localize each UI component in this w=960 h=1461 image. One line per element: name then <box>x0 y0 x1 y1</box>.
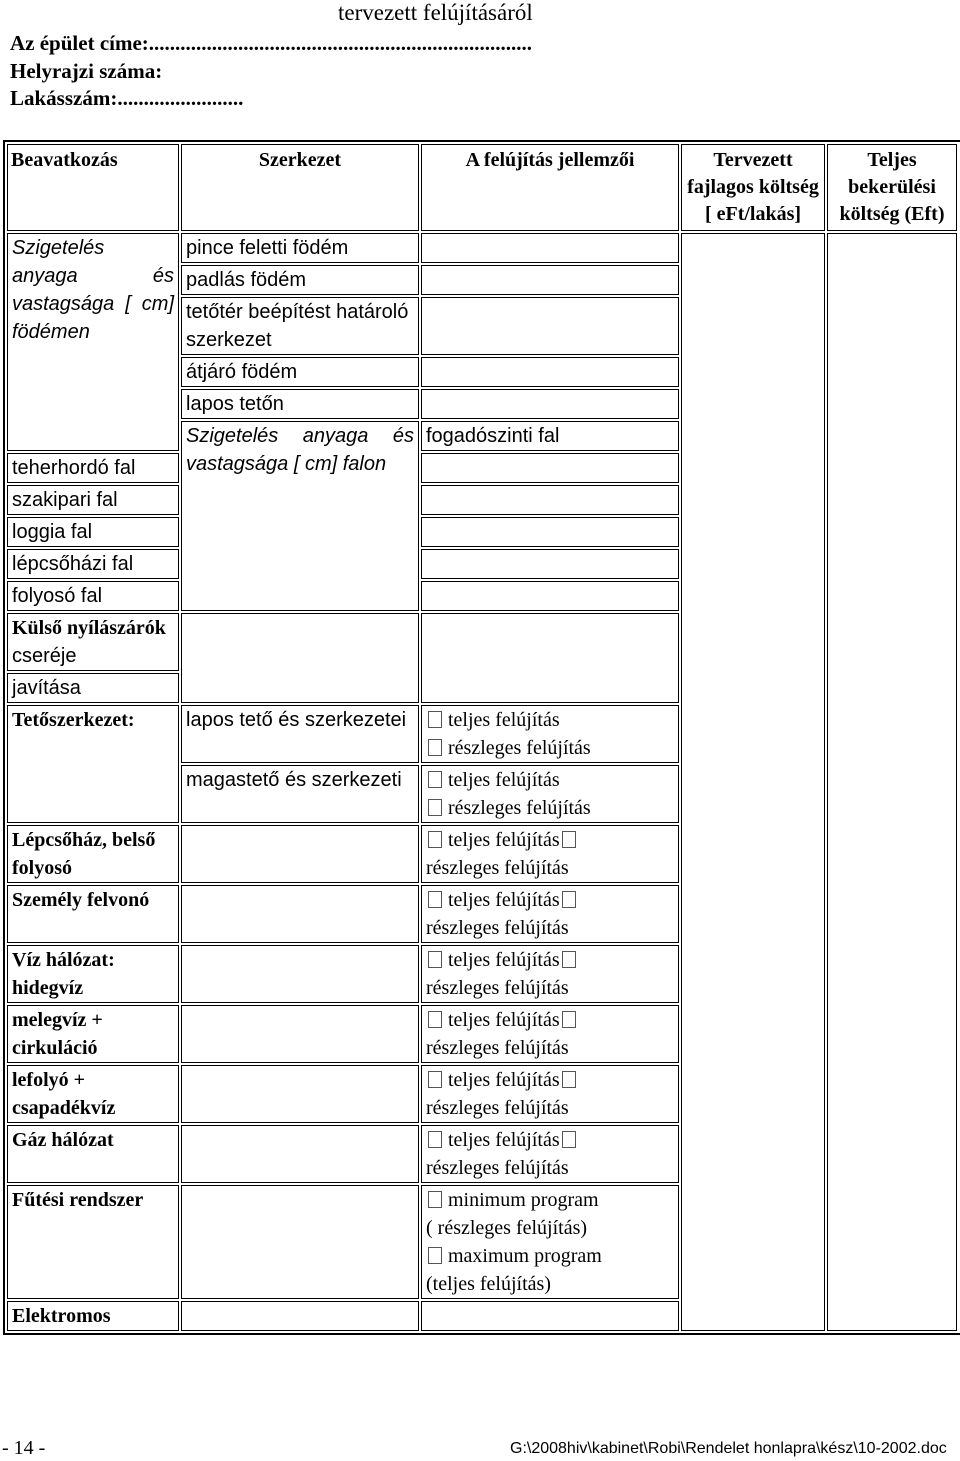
checkbox-icon[interactable] <box>428 951 442 968</box>
option-partial-label: részleges felújítás <box>426 857 569 879</box>
characteristics-cell[interactable] <box>421 549 679 579</box>
option-cell[interactable] <box>421 1185 679 1299</box>
checkbox-icon[interactable] <box>428 739 442 756</box>
structure-cell: lépcsőházi fal <box>7 549 179 579</box>
characteristics-cell[interactable] <box>421 233 679 263</box>
checkbox-icon[interactable] <box>428 1191 442 1208</box>
group-lift: Személy felvonó <box>7 885 179 943</box>
option-full-label: teljes felújítás <box>448 1009 560 1031</box>
structure-cell: tetőtér beépítést határoló szerkezet <box>181 297 419 355</box>
option-full-label: teljes felújítás <box>448 949 560 971</box>
characteristics-cell[interactable] <box>421 517 679 547</box>
checkbox-icon[interactable] <box>562 951 576 968</box>
option-cell[interactable] <box>421 825 679 883</box>
group-electric: Elektromos <box>7 1301 179 1331</box>
option-cell[interactable] <box>421 1125 679 1183</box>
checkbox-icon[interactable] <box>428 1131 442 1148</box>
structure-cell <box>181 885 419 943</box>
option-partial-label: részleges felújítás <box>426 1037 569 1059</box>
checkbox-icon[interactable] <box>428 891 442 908</box>
structure-cell: teherhordó fal <box>7 453 179 483</box>
option-full-label: teljes felújítás <box>448 829 560 851</box>
option-cell[interactable] <box>421 1301 679 1331</box>
structure-cell <box>181 1301 419 1331</box>
characteristics-cell[interactable] <box>421 357 679 387</box>
total-cost-cell[interactable] <box>827 233 957 1331</box>
characteristics-cell[interactable] <box>421 485 679 515</box>
col-header-unit-cost: Tervezett fajlagos költség [ eFt/lakás] <box>681 144 825 231</box>
checkbox-icon[interactable] <box>562 891 576 908</box>
characteristics-cell[interactable] <box>421 613 679 703</box>
option-partial-label: részleges felújítás <box>426 917 569 939</box>
checkbox-icon[interactable] <box>428 1011 442 1028</box>
table-header-row <box>7 144 959 231</box>
structure-cell <box>181 1065 419 1123</box>
option-max-sub-label: (teljes felújítás) <box>426 1273 551 1295</box>
option-full-label: teljes felújítás <box>448 1069 560 1091</box>
structure-cell: lapos tetőn <box>181 389 419 419</box>
renovation-table <box>3 140 960 1335</box>
structure-cell <box>181 825 419 883</box>
checkbox-icon[interactable] <box>428 831 442 848</box>
characteristics-cell[interactable] <box>421 389 679 419</box>
building-address-line: Az épület címe:......................................................................... <box>10 31 533 55</box>
unit-cost-cell[interactable] <box>681 233 825 1331</box>
option-partial-label: részleges felújítás <box>426 977 569 999</box>
structure-cell <box>181 613 419 703</box>
structure-cell: folyosó fal <box>7 581 179 611</box>
structure-cell: pince feletti födém <box>181 233 419 263</box>
group-water-cold: Víz hálózat: hidegvíz <box>7 945 179 1003</box>
option-full-label: teljes felújítás <box>448 709 560 731</box>
structure-cell: szakipari fal <box>7 485 179 515</box>
windows-replacement-label: cseréje <box>12 645 77 667</box>
characteristics-cell[interactable] <box>421 297 679 355</box>
checkbox-icon[interactable] <box>428 1071 442 1088</box>
structure-cell <box>181 1005 419 1063</box>
checkbox-icon[interactable] <box>428 711 442 728</box>
checkbox-icon[interactable] <box>562 1131 576 1148</box>
checkbox-icon[interactable] <box>428 799 442 816</box>
windows-label: Külső nyílászárók <box>12 617 166 639</box>
option-cell[interactable] <box>421 705 679 763</box>
option-full-label: teljes felújítás <box>448 1129 560 1151</box>
group-gas: Gáz hálózat <box>7 1125 179 1183</box>
option-min-label: minimum program <box>448 1189 599 1211</box>
structure-cell: lapos tető és szerkezetei <box>181 705 419 763</box>
characteristics-cell[interactable] <box>421 453 679 483</box>
structure-cell <box>181 1185 419 1299</box>
option-cell[interactable] <box>421 945 679 1003</box>
group-water-hot: melegvíz + cirkuláció <box>7 1005 179 1063</box>
option-partial-label: részleges felújítás <box>426 1157 569 1179</box>
option-cell[interactable] <box>421 1065 679 1123</box>
col-header-total-cost: Teljes bekerülési költség (Eft) <box>827 144 957 231</box>
structure-cell <box>181 945 419 1003</box>
option-partial-label: részleges felújítás <box>448 797 591 819</box>
page-number: - 14 - <box>2 1437 46 1459</box>
checkbox-icon[interactable] <box>562 1011 576 1028</box>
characteristics-cell[interactable] <box>421 265 679 295</box>
document-title: tervezett felújításáról <box>338 0 533 25</box>
flat-number-line: Lakásszám:........................ <box>10 86 244 110</box>
option-min-sub-label: ( részleges felújítás) <box>426 1217 588 1239</box>
group-roof: Tetőszerkezet: <box>7 705 179 823</box>
structure-cell: padlás födém <box>181 265 419 295</box>
col-header-characteristics: A felújítás jellemzői <box>421 144 679 231</box>
checkbox-icon[interactable] <box>562 1071 576 1088</box>
col-header-structure: Szerkezet <box>181 144 419 231</box>
group-drain: lefolyó + csapadékvíz <box>7 1065 179 1123</box>
windows-repair-label: javítása <box>7 673 179 703</box>
structure-cell: magastető és szerkezeti <box>181 765 419 823</box>
lot-number-line: Helyrajzi száma: <box>10 59 163 83</box>
group-heating: Fűtési rendszer <box>7 1185 179 1299</box>
structure-cell: loggia fal <box>7 517 179 547</box>
structure-cell: átjáró födém <box>181 357 419 387</box>
option-partial-label: részleges felújítás <box>426 1097 569 1119</box>
option-cell[interactable] <box>421 765 679 823</box>
group-staircase: Lépcsőház, belső folyosó <box>7 825 179 883</box>
file-path: G:\2008hiv\kabinet\Robi\Rendelet honlapra\kész\10-2002.doc <box>510 1440 947 1457</box>
option-max-label: maximum program <box>448 1245 602 1267</box>
structure-cell <box>181 1125 419 1183</box>
option-full-label: teljes felújítás <box>448 889 560 911</box>
group-windows <box>7 613 179 671</box>
group-wall-insulation: Szigetelés anyaga és vastagsága [ cm] falon <box>181 421 419 611</box>
checkbox-icon[interactable] <box>428 771 442 788</box>
option-partial-label: részleges felújítás <box>448 737 591 759</box>
checkbox-icon[interactable] <box>562 831 576 848</box>
checkbox-icon[interactable] <box>428 1247 442 1264</box>
characteristics-cell[interactable] <box>421 581 679 611</box>
col-header-intervention: Beavatkozás <box>7 144 179 231</box>
structure-cell: fogadószinti fal <box>421 421 679 451</box>
table-row <box>7 233 959 263</box>
option-cell[interactable] <box>421 1005 679 1063</box>
option-full-label: teljes felújítás <box>448 769 560 791</box>
group-slab-insulation: Szigetelés anyaga és vastagsága [ cm] födémen <box>7 233 179 451</box>
option-cell[interactable] <box>421 885 679 943</box>
